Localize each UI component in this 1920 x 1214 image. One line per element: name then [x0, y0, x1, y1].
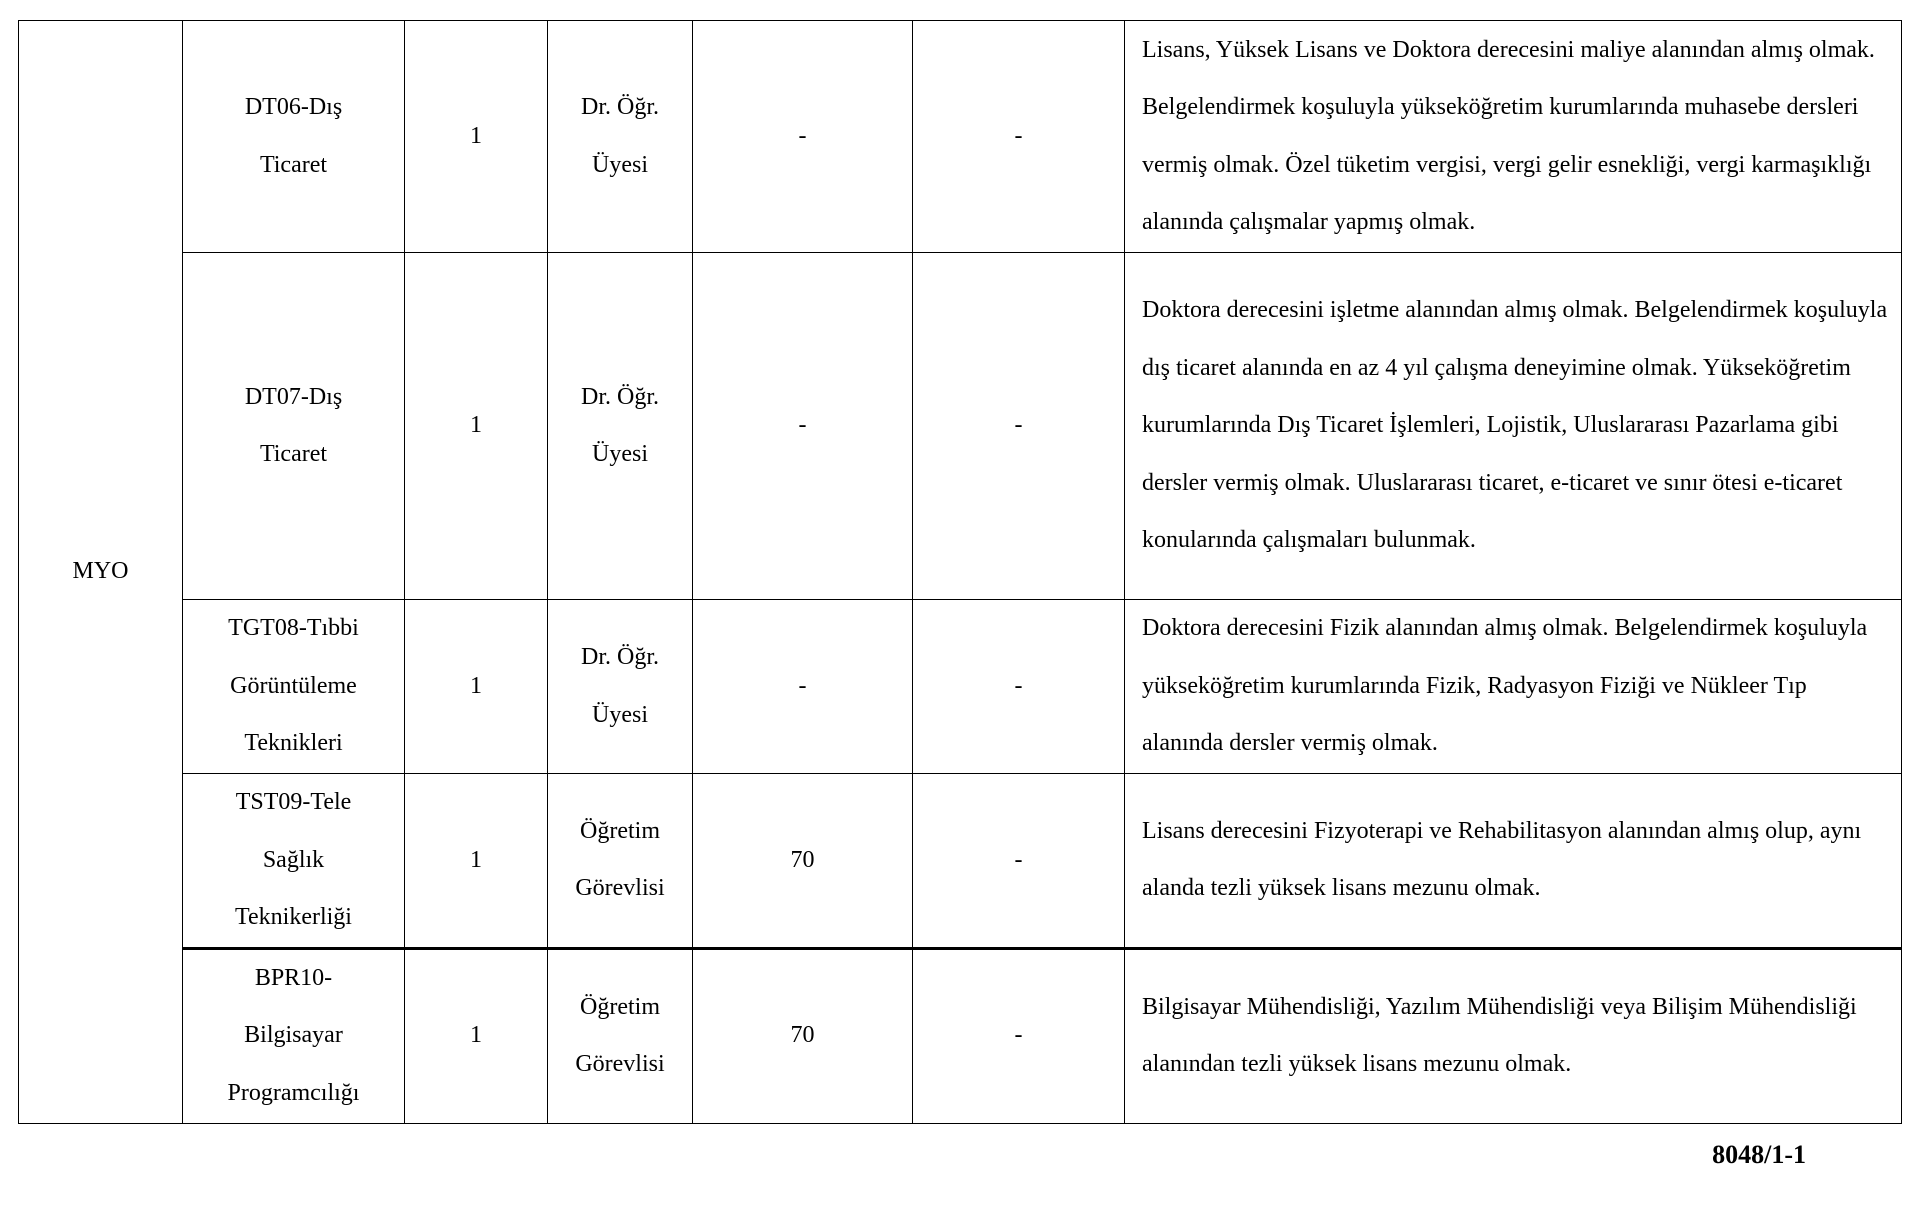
count-cell: 1: [405, 21, 548, 253]
table-row: [19, 948, 1902, 1123]
program-cell: TGT08-Tıbbi Görüntüleme Teknikleri: [183, 600, 405, 774]
requirements-cell: Lisans, Yüksek Lisans ve Doktora derecesini maliye alanından almış olmak. Belgelendirmek koşuluyla yükseköğretim kurumlarında muhasebe dersleri vermiş olmak. Özel tüketim vergisi, vergi gelir esnekliği, vergi karmaşıklığı alanında çalışmalar yapmış olmak.: [1125, 21, 1902, 253]
count-cell: 1: [405, 948, 548, 1123]
title-cell: Öğretim Görevlisi: [548, 948, 693, 1123]
title-cell: Dr. Öğr. Üyesi: [548, 21, 693, 253]
ales-cell: -: [693, 253, 913, 600]
ales-cell: 70: [693, 948, 913, 1123]
title-cell: Dr. Öğr. Üyesi: [548, 600, 693, 774]
requirements-cell: Doktora derecesini Fizik alanından almış olmak. Belgelendirmek koşuluyla yükseköğretim kurumlarında Fizik, Radyasyon Fiziği ve Nükleer Tıp alanında dersler vermiş olmak.: [1125, 600, 1902, 774]
program-cell: BPR10-Bilgisayar Programcılığı: [183, 948, 405, 1123]
program-cell: DT06-Dış Ticaret: [183, 21, 405, 253]
requirements-cell: Lisans derecesini Fizyoterapi ve Rehabilitasyon alanından almış olup, aynı alanda tezli yüksek lisans mezunu olmak.: [1125, 774, 1902, 949]
positions-table: [18, 20, 1902, 1124]
language-cell: -: [913, 253, 1125, 600]
language-cell: -: [913, 774, 1125, 949]
page-reference: 8048/1-1: [1712, 1140, 1806, 1169]
table-row: [19, 21, 1902, 253]
program-cell: DT07-Dış Ticaret: [183, 253, 405, 600]
ales-cell: 70: [693, 774, 913, 949]
title-cell: Dr. Öğr. Üyesi: [548, 253, 693, 600]
table-row: [19, 600, 1902, 774]
title-cell: Öğretim Görevlisi: [548, 774, 693, 949]
requirements-cell: Bilgisayar Mühendisliği, Yazılım Mühendisliği veya Bilişim Mühendisliği alanından tezli yüksek lisans mezunu olmak.: [1125, 948, 1902, 1123]
requirements-cell: Doktora derecesini işletme alanından almış olmak. Belgelendirmek koşuluyla dış ticaret alanında en az 4 yıl çalışma deneyimine olmak. Yükseköğretim kurumlarında Dış Ticaret İşlemleri, Lojistik, Uluslararası Pazarlama gibi dersler vermiş olmak. Uluslararası ticaret, e-ticaret ve sınır ötesi e-ticaret konularında çalışmaları bulunmak.: [1125, 253, 1902, 600]
ales-cell: -: [693, 21, 913, 253]
count-cell: 1: [405, 253, 548, 600]
language-cell: -: [913, 21, 1125, 253]
ales-cell: -: [693, 600, 913, 774]
table-row: [19, 774, 1902, 949]
program-cell: TST09-Tele Sağlık Teknikerliği: [183, 774, 405, 949]
count-cell: 1: [405, 774, 548, 949]
table-row: [19, 253, 1902, 600]
language-cell: -: [913, 948, 1125, 1123]
count-cell: 1: [405, 600, 548, 774]
unit-cell: MYO: [19, 21, 183, 1124]
language-cell: -: [913, 600, 1125, 774]
